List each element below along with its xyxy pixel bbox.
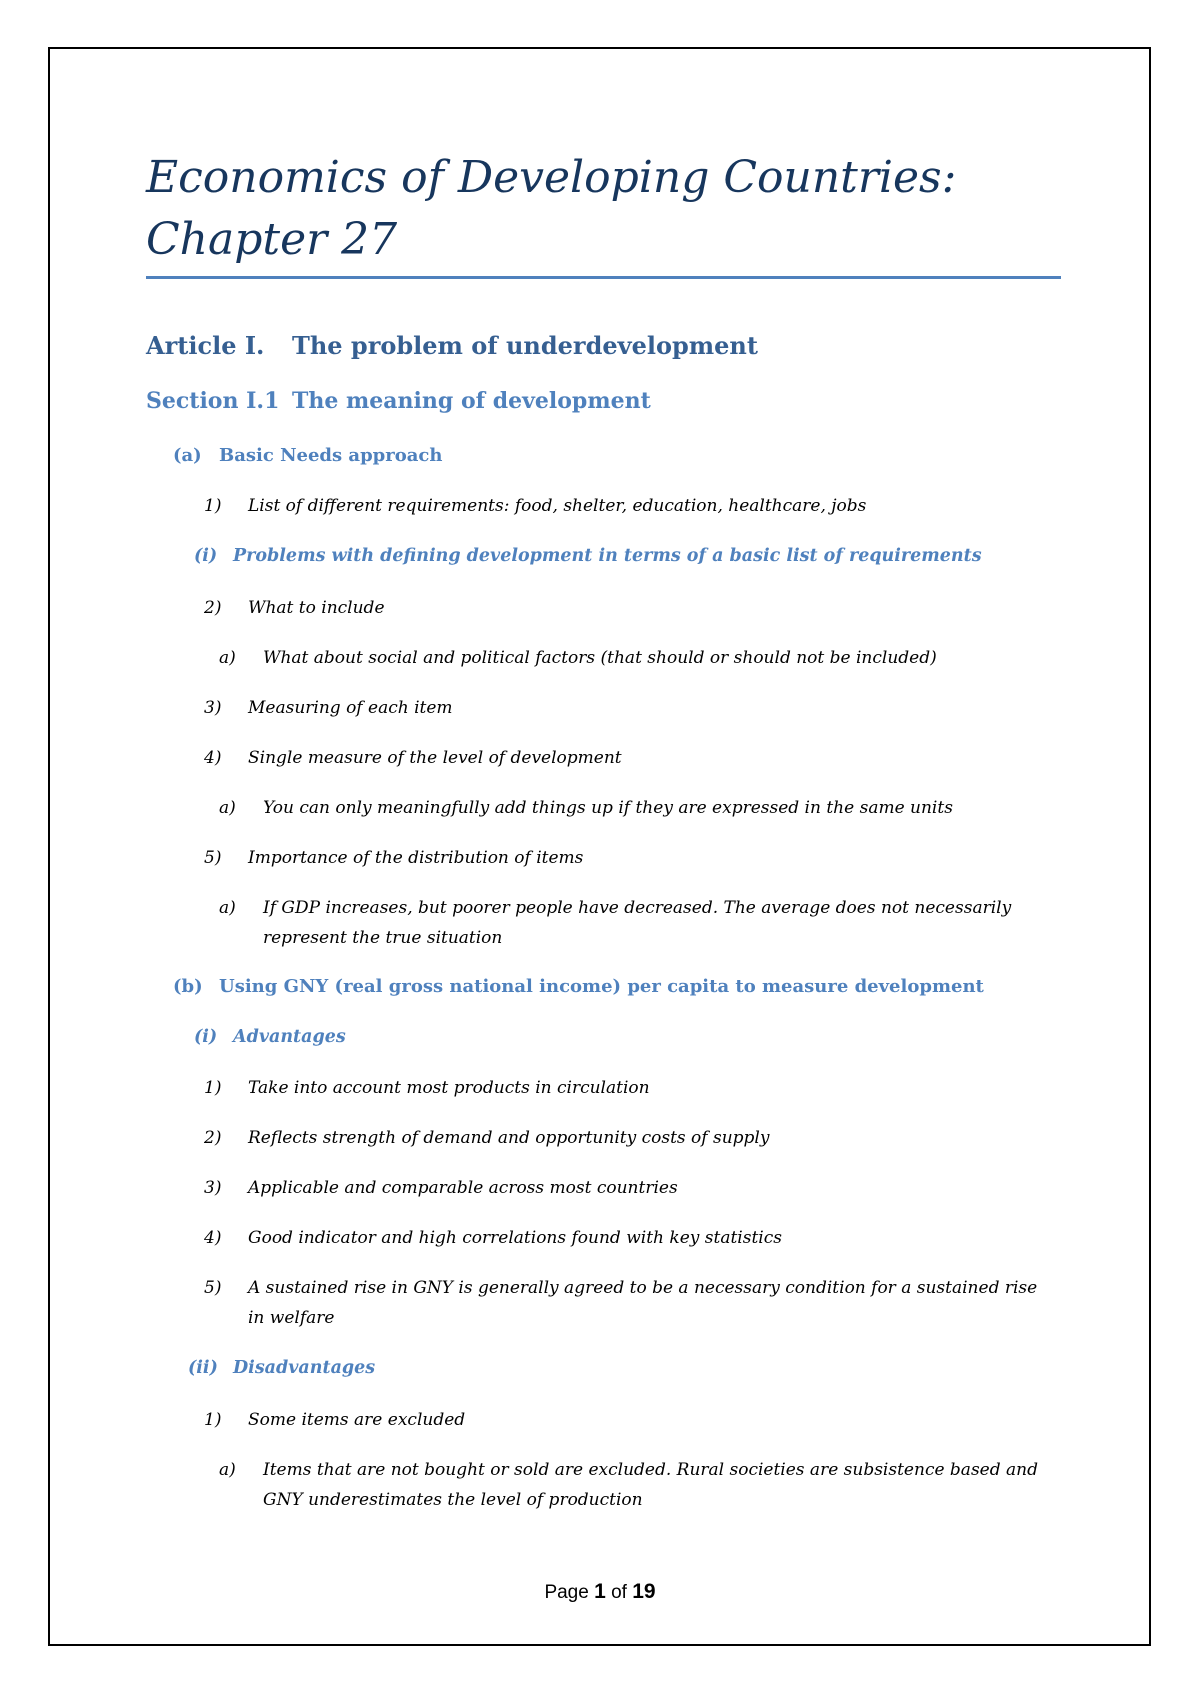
- list-subitem: If GDP increases, but poorer people have decreased. The average does not necessarily represent the true situation: [263, 898, 1012, 948]
- list-item: Take into account most products in circulation: [248, 1078, 650, 1098]
- heading-a-i-title: Problems with defining development in terms of a basic list of requirements: [233, 546, 982, 566]
- section-title: The meaning of development: [292, 388, 651, 414]
- subsection-b-label: (b): [173, 976, 203, 997]
- list-item: Good indicator and high correlations found with key statistics: [248, 1228, 782, 1248]
- list-item: A sustained rise in GNY is generally agreed to be a necessary condition for a sustained rise in welfare: [248, 1278, 1038, 1328]
- footer-page-total: 19: [632, 1580, 656, 1603]
- page-footer: [0, 1580, 1200, 1604]
- footer-page-number: 1: [594, 1580, 606, 1603]
- article-heading: [146, 331, 758, 360]
- list-subitem-label: a): [219, 798, 236, 818]
- list-item-label: 1): [204, 1410, 222, 1430]
- list-item-label: 5): [204, 1278, 222, 1298]
- list-item-label: 3): [204, 1178, 222, 1198]
- subsection-b-title: Using GNY (real gross national income) per capita to measure development: [219, 976, 984, 997]
- list-subitem-label: a): [219, 648, 236, 668]
- footer-of-word: of: [611, 1582, 627, 1603]
- heading-b-ii-title: Disadvantages: [233, 1358, 376, 1378]
- list-item: List of different requirements: food, shelter, education, healthcare, jobs: [248, 496, 867, 516]
- list-subitem: What about social and political factors (that should or should not be included): [263, 648, 937, 668]
- heading-b-ii-label: (ii): [188, 1358, 218, 1378]
- list-item-label: 5): [204, 848, 222, 868]
- article-title: The problem of underdevelopment: [292, 331, 758, 360]
- subsection-a-label: (a): [173, 445, 202, 466]
- section-heading: [146, 388, 651, 414]
- list-item: Importance of the distribution of items: [248, 848, 584, 868]
- list-item-label: 2): [204, 1128, 222, 1148]
- title-underline: [146, 276, 1061, 279]
- list-item: Single measure of the level of development: [248, 748, 622, 768]
- list-item-label: 2): [204, 598, 222, 618]
- list-item: Some items are excluded: [248, 1410, 466, 1430]
- heading-b-i-title: Advantages: [233, 1027, 346, 1047]
- document-title-line1: Economics of Developing Countries:: [146, 152, 957, 203]
- list-subitem-label: a): [219, 1460, 236, 1480]
- list-item: Applicable and comparable across most countries: [248, 1178, 678, 1198]
- heading-a-i-label: (i): [194, 546, 218, 566]
- list-item: Reflects strength of demand and opportunity costs of supply: [248, 1128, 770, 1148]
- list-item-label: 3): [204, 698, 222, 718]
- list-item-label: 1): [204, 1078, 222, 1098]
- list-item-label: 4): [204, 748, 222, 768]
- list-subitem-label: a): [219, 898, 236, 918]
- list-item: What to include: [248, 598, 385, 618]
- list-item-label: 4): [204, 1228, 222, 1248]
- heading-b-i-label: (i): [194, 1027, 218, 1047]
- list-item-label: 1): [204, 496, 222, 516]
- document-title-line2: Chapter 27: [146, 214, 398, 265]
- list-item: Measuring of each item: [248, 698, 453, 718]
- list-subitem: Items that are not bought or sold are excluded. Rural societies are subsistence based and GNY underestimates the level of production: [263, 1460, 1038, 1510]
- section-number: Section I.1: [146, 388, 280, 414]
- subsection-a-title: Basic Needs approach: [219, 445, 443, 466]
- footer-page-word: Page: [544, 1582, 589, 1603]
- article-number: Article I.: [146, 331, 265, 360]
- list-subitem: You can only meaningfully add things up if they are expressed in the same units: [263, 798, 953, 818]
